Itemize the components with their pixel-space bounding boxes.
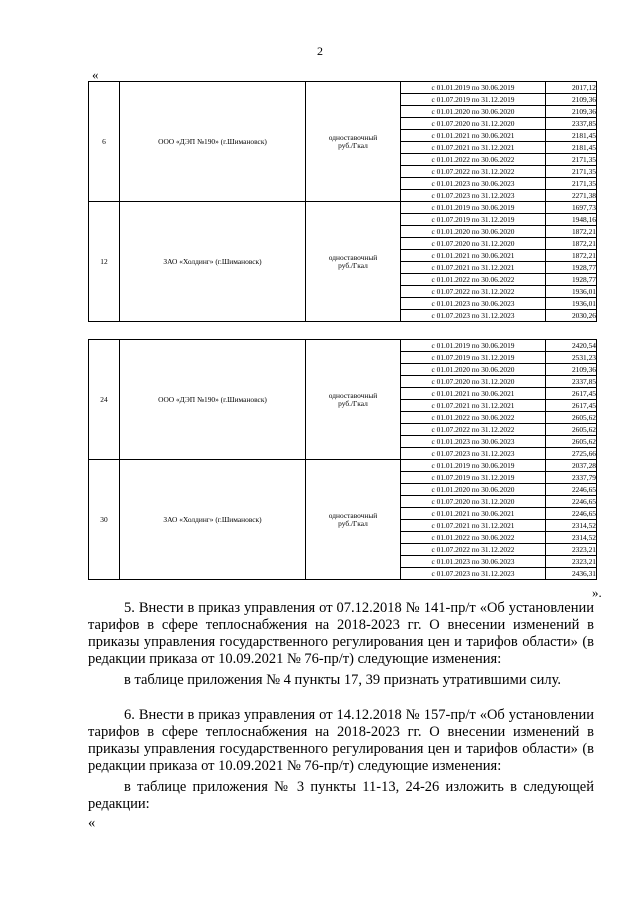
tariff-period: с 01.01.2020 по 30.06.2020	[401, 484, 546, 496]
tariff-value: 1872,21	[546, 250, 597, 262]
tariff-value: 2531,23	[546, 352, 597, 364]
tariff-period: с 01.01.2021 по 30.06.2021	[401, 508, 546, 520]
tariff-value: 2337,79	[546, 472, 597, 484]
tariff-period: с 01.07.2021 по 31.12.2021	[401, 262, 546, 274]
tariff-value: 1936,01	[546, 286, 597, 298]
tariff-unit-label: руб./Гкал	[338, 260, 368, 270]
tariff-value: 2181,45	[546, 142, 597, 154]
tariff-period: с 01.07.2019 по 31.12.2019	[401, 94, 546, 106]
item-number: 6	[89, 82, 120, 202]
tariff-period: с 01.01.2023 по 30.06.2023	[401, 298, 546, 310]
tariff-period: с 01.01.2023 по 30.06.2023	[401, 436, 546, 448]
tariff-type-label: одноставочный	[328, 253, 378, 263]
tariff-value: 2246,65	[546, 484, 597, 496]
tariff-unit-label: руб./Гкал	[338, 518, 368, 528]
tariff-period: с 01.01.2020 по 30.06.2020	[401, 226, 546, 238]
tariff-period: с 01.07.2022 по 31.12.2022	[401, 424, 546, 436]
tariff-value: 2617,45	[546, 400, 597, 412]
organization-name: ЗАО «Холдинг» (г.Шимановск)	[120, 460, 306, 580]
tariff-period: с 01.01.2019 по 30.06.2019	[401, 460, 546, 472]
tariff-value: 2181,45	[546, 130, 597, 142]
table-row	[89, 82, 597, 94]
tariff-period: с 01.01.2019 по 30.06.2019	[401, 202, 546, 214]
tariff-value: 1928,77	[546, 262, 597, 274]
tariff-period: с 01.07.2023 по 31.12.2023	[401, 310, 546, 322]
tariff-period: с 01.07.2019 по 31.12.2019	[401, 472, 546, 484]
tariff-period: с 01.01.2021 по 30.06.2021	[401, 388, 546, 400]
tariff-period: с 01.01.2020 по 30.06.2020	[401, 364, 546, 376]
tariff-value: 2605,62	[546, 412, 597, 424]
tariff-value: 2030,26	[546, 310, 597, 322]
tariff-period: с 01.07.2021 по 31.12.2021	[401, 142, 546, 154]
tariff-value: 2605,62	[546, 424, 597, 436]
tariff-type	[306, 82, 401, 202]
tariff-period: с 01.01.2023 по 30.06.2023	[401, 556, 546, 568]
tariff-period: с 01.07.2020 по 31.12.2020	[401, 118, 546, 130]
tariff-period: с 01.01.2021 по 30.06.2021	[401, 250, 546, 262]
tariff-value: 2171,35	[546, 166, 597, 178]
tariff-value: 2109,36	[546, 364, 597, 376]
tariff-value: 2314,52	[546, 532, 597, 544]
tariff-table-2	[88, 339, 597, 580]
tariff-value: 2246,65	[546, 496, 597, 508]
tariff-value: 2420,54	[546, 340, 597, 352]
page-number: 2	[317, 44, 323, 58]
tariff-table-1	[88, 81, 597, 322]
tariff-value: 1948,16	[546, 214, 597, 226]
final-open-quote: «	[88, 815, 96, 831]
opening-quote: «	[92, 67, 99, 82]
tariff-period: с 01.01.2022 по 30.06.2022	[401, 532, 546, 544]
tariff-period: с 01.07.2020 по 31.12.2020	[401, 376, 546, 388]
tariff-period: с 01.01.2019 по 30.06.2019	[401, 340, 546, 352]
tariff-value: 1928,77	[546, 274, 597, 286]
tariff-value: 2605,62	[546, 436, 597, 448]
tariff-period: с 01.07.2019 по 31.12.2019	[401, 352, 546, 364]
closing-quote: ».	[592, 585, 602, 600]
tariff-period: с 01.01.2020 по 30.06.2020	[401, 106, 546, 118]
tariff-period: с 01.01.2023 по 30.06.2023	[401, 178, 546, 190]
table-row	[89, 340, 597, 352]
table-row	[89, 202, 597, 214]
tariff-period: с 01.07.2023 по 31.12.2023	[401, 190, 546, 202]
tariff-value: 1697,73	[546, 202, 597, 214]
tariff-period: с 01.07.2022 по 31.12.2022	[401, 166, 546, 178]
tariff-period: с 01.07.2021 по 31.12.2021	[401, 520, 546, 532]
item-number: 30	[89, 460, 120, 580]
tariff-value: 2017,12	[546, 82, 597, 94]
tariff-type	[306, 340, 401, 460]
tariff-period: с 01.01.2022 по 30.06.2022	[401, 274, 546, 286]
amendment-item-5	[88, 600, 594, 689]
organization-name: ООО «ДЭП №190» (г.Шимановск)	[120, 82, 306, 202]
tariff-period: с 01.07.2019 по 31.12.2019	[401, 214, 546, 226]
tariff-value: 1872,21	[546, 238, 597, 250]
organization-name: ЗАО «Холдинг» (г.Шимановск)	[120, 202, 306, 322]
tariff-period: с 01.07.2022 по 31.12.2022	[401, 286, 546, 298]
organization-name: ООО «ДЭП №190» (г.Шимановск)	[120, 340, 306, 460]
tariff-type	[306, 202, 401, 322]
tariff-value: 2436,31	[546, 568, 597, 580]
tariff-value: 2171,35	[546, 154, 597, 166]
tariff-value: 2109,36	[546, 94, 597, 106]
tariff-period: с 01.07.2023 по 31.12.2023	[401, 568, 546, 580]
item-number: 12	[89, 202, 120, 322]
tariff-unit-label: руб./Гкал	[338, 140, 368, 150]
tariff-period: с 01.01.2021 по 30.06.2021	[401, 130, 546, 142]
tariff-value: 2109,36	[546, 106, 597, 118]
tariff-period: с 01.07.2022 по 31.12.2022	[401, 544, 546, 556]
tariff-value: 2037,28	[546, 460, 597, 472]
amendment-6-subtext: в таблице приложения № 3 пункты 11-13, 24-26 изложить в следующей редакции:	[88, 779, 594, 812]
tariff-unit-label: руб./Гкал	[338, 398, 368, 408]
tariff-type-label: одноставочный	[328, 511, 378, 521]
tariff-type-label: одноставочный	[328, 391, 378, 401]
tariff-period: с 01.07.2021 по 31.12.2021	[401, 400, 546, 412]
tariff-value: 2323,21	[546, 544, 597, 556]
tariff-period: с 01.07.2023 по 31.12.2023	[401, 448, 546, 460]
item-number: 24	[89, 340, 120, 460]
tariff-value: 2314,52	[546, 520, 597, 532]
tariff-value: 2246,65	[546, 508, 597, 520]
tariff-value: 2617,45	[546, 388, 597, 400]
tariff-period: с 01.07.2020 по 31.12.2020	[401, 496, 546, 508]
tariff-value: 2337,85	[546, 118, 597, 130]
amendment-5-subtext: в таблице приложения № 4 пункты 17, 39 признать утратившими силу.	[124, 672, 562, 688]
table-row	[89, 460, 597, 472]
tariff-period: с 01.01.2022 по 30.06.2022	[401, 412, 546, 424]
amendment-item-6	[88, 707, 594, 832]
tariff-period: с 01.01.2019 по 30.06.2019	[401, 82, 546, 94]
tariff-value: 2271,38	[546, 190, 597, 202]
amendment-5-text: 5. Внести в приказ управления от 07.12.2018 № 141-пр/т «Об установлении тарифов в сфере теплоснабжения на 2018-2023 гг. О внесении изменений в приказы управления государственного регулирования цен и тарифов области» (в редакции приказа от 10.09.2021 № 76-пр/т) следующие изменения:	[88, 600, 594, 667]
tariff-type-label: одноставочный	[328, 133, 378, 143]
tariff-value: 1872,21	[546, 226, 597, 238]
tariff-value: 1936,01	[546, 298, 597, 310]
amendment-6-text: 6. Внести в приказ управления от 14.12.2018 № 157-пр/т «Об установлении тарифов в сфере теплоснабжения на 2018-2023 гг. О внесении изменений в приказы управления государственного регулирования цен и тарифов области» (в редакции приказа от 10.09.2021 № 76-пр/т) следующие изменения:	[88, 707, 594, 774]
tariff-value: 2323,21	[546, 556, 597, 568]
tariff-type	[306, 460, 401, 580]
tariff-period: с 01.07.2020 по 31.12.2020	[401, 238, 546, 250]
tariff-value: 2337,85	[546, 376, 597, 388]
tariff-value: 2725,66	[546, 448, 597, 460]
tariff-value: 2171,35	[546, 178, 597, 190]
tariff-period: с 01.01.2022 по 30.06.2022	[401, 154, 546, 166]
